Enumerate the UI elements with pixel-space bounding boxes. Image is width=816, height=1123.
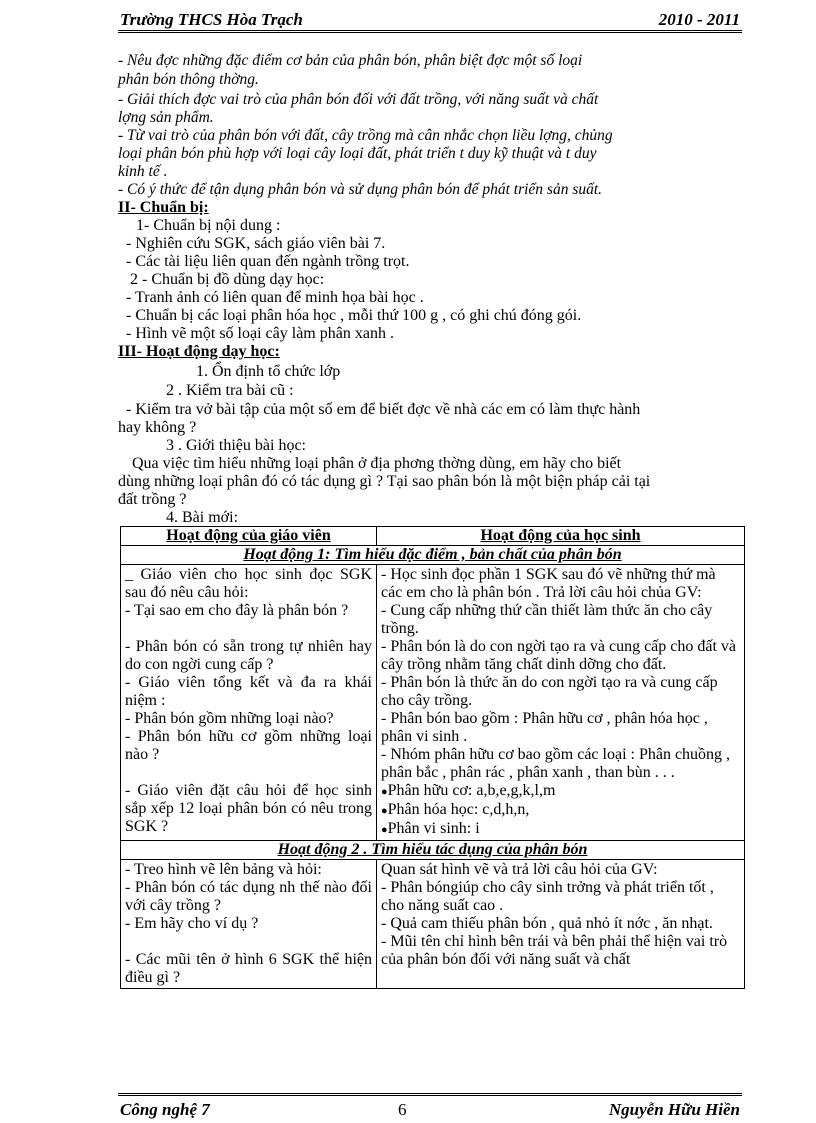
student-text: Quan sát hình vẽ và trả lời câu hỏi của GV: [381,861,658,878]
activity-line: 3 . Giới thiệu bài học: [166,437,306,454]
teacher-text: - Phân bón có sẵn trong tự nhiên hay do con ngời cung cấp ? [125,638,372,673]
activity-2-title: Hoạt động 2 . Tìm hiểu tác dụng của phân bón [121,841,745,860]
objective-line: - Có ý thức để tận dụng phân bón và sử dụng phân bón để phát triển sản suất. [118,181,603,198]
activity-1-teacher-cell [121,565,377,841]
student-text: - Phân bóngiúp cho cây sinh trởng và phát triển tốt , cho năng suất cao . [381,879,714,914]
page-number: 6 [398,1100,407,1119]
activity-1-title: Hoạt động 1: Tìm hiểu đặc điểm , bản chất của phân bón [121,546,745,565]
objective-line: - Giải thích đợc vai trò của phân bón đối với đất trồng, với năng suất và chất [118,91,599,108]
student-text: - Phân bón là do con ngời tạo ra và cung cấp cho đất và cây trồng nhằm tăng chất dinh dỡng cho đất. [381,638,737,673]
objective-line: - Từ vai trò của phân bón với đất, cây trồng mà cân nhắc chọn liều lợng, chủng [118,127,613,144]
student-text: - Phân bón là thức ăn do con ngời tạo ra và cung cấp cho cây trồng. [381,674,718,709]
activity-line: hay không ? [118,419,197,436]
teacher-text: - Phân bón gồm những loại nào? [125,710,334,727]
prep-line: - Các tài liệu liên quan đến ngành trồng trọt. [126,253,410,270]
page-footer [118,1093,742,1122]
activity-2-teacher-cell [121,860,377,989]
activity-line: - Kiểm tra vở bài tập của một số em để biết đợc về nhà các em có làm thực hành [126,401,641,418]
activity-2-student-cell [377,860,745,989]
teacher-text: - Phân bón có tác dụng nh thế nào đối với cây trồng ? [125,879,372,914]
column-header-student: Hoạt động của học sinh [377,527,745,546]
activity-1-student-cell [377,565,745,841]
activity-line: 1. Ổn định tổ chức lớp [196,363,341,380]
list-item: ●Phân vi sinh: i [381,820,480,837]
prep-line: - Nghiên cứu SGK, sách giáo viên bài 7. [126,235,386,252]
teacher-text: _ Giáo viên cho học sinh đọc SGK sau đó nêu câu hỏi: [125,566,372,601]
footer-author: Nguyễn Hữu Hiền [608,1100,740,1119]
student-text: - Học sinh đọc phần 1 SGK sau đó vẽ những thứ mà các em cho là phân bón . Trả lời câu hỏi chủa GV: [381,566,716,601]
prep-line: - Hình vẽ một số loại cây làm phân xanh . [126,325,394,342]
objective-line: kinh tế . [118,163,168,180]
objective-line: lợng sản phẩm. [118,109,214,126]
bullet-icon: ● [381,824,388,836]
teacher-text: - Tại sao em cho đây là phân bón ? [125,602,349,619]
page-header [118,8,742,33]
prep-line: 2 - Chuẩn bị đồ dùng dạy học: [130,271,325,288]
student-text: - Phân bón bao gồm : Phân hữu cơ , phân hóa học , phân vi sinh . [381,710,708,745]
student-text: - Nhóm phân hữu cơ bao gồm các loại : Phân chuồng , phân bắc , phân rác , phân xanh , than bùn . . . [381,746,731,781]
bullet-icon: ● [381,805,388,817]
footer-subject: Công nghệ 7 [120,1100,210,1119]
objective-line: - Nêu đợc những đặc điểm cơ bản của phân bón, phân biệt đợc một số loại [118,52,583,69]
objective-line: phân bón thông thờng. [118,71,259,88]
teacher-text: - Treo hình vẽ lên bảng và hỏi: [125,861,322,878]
header-school: Trường THCS Hòa Trạch [120,10,303,29]
activity-line: đất trồng ? [118,491,187,508]
activity-line: 2 . Kiểm tra bài cũ : [166,382,294,399]
list-item: ●Phân hữu cơ: a,b,e,g,k,l,m [381,782,556,799]
column-header-teacher: Hoạt động của giáo viên [121,527,377,546]
teacher-text: - Giáo viên tổng kết và đa ra khái niệm : [125,674,372,709]
section-title-activities: III- Hoạt động dạy học: [118,343,280,360]
prep-line: 1- Chuẩn bị nội dung : [136,217,281,234]
activity-line: Qua việc tìm hiểu những loại phân ở địa phơng thờng dùng, em hãy cho biết [132,455,622,472]
teacher-text: - Giáo viên đặt câu hỏi để học sinh sắp xếp 12 loại phân bón có nêu trong SGK ? [125,782,372,835]
teacher-text: - Em hãy cho ví dụ ? [125,915,259,932]
list-item: ●Phân hóa học: c,d,h,n, [381,801,530,818]
lesson-activity-table [120,526,745,989]
student-text: - Mũi tên chỉ hình bên trái và bên phải thể hiện vai trò của phân bón đối với năng suất và chất [381,933,728,968]
prep-line: - Tranh ảnh có liên quan để minh họa bài học . [126,289,424,306]
teacher-text: - Phân bón hữu cơ gồm những loại nào ? [125,728,372,763]
header-year: 2010 - 2011 [658,10,740,29]
activity-line: 4. Bài mới: [166,509,239,526]
student-text: - Cung cấp những thứ cần thiết làm thức ăn cho cây trồng. [381,602,713,637]
section-title-preparation: II- Chuẩn bị: [118,199,209,216]
prep-line: - Chuẩn bị các loại phân hóa học , mỗi thứ 100 g , có ghi chú đóng gói. [126,307,582,324]
student-text: - Quả cam thiếu phân bón , quả nhỏ ít nớc , ăn nhạt. [381,915,713,932]
objective-line: loại phân bón phù hợp với loại cây loại đất, phát triển t duy kỹ thuật và t duy [118,145,597,162]
activity-line: dùng những loại phân đó có tác dụng gì ? Tại sao phân bón là một biện pháp cải tại [118,473,651,490]
bullet-icon: ● [381,786,388,798]
teacher-text: - Các mũi tên ở hình 6 SGK thể hiện điều gì ? [125,951,372,986]
